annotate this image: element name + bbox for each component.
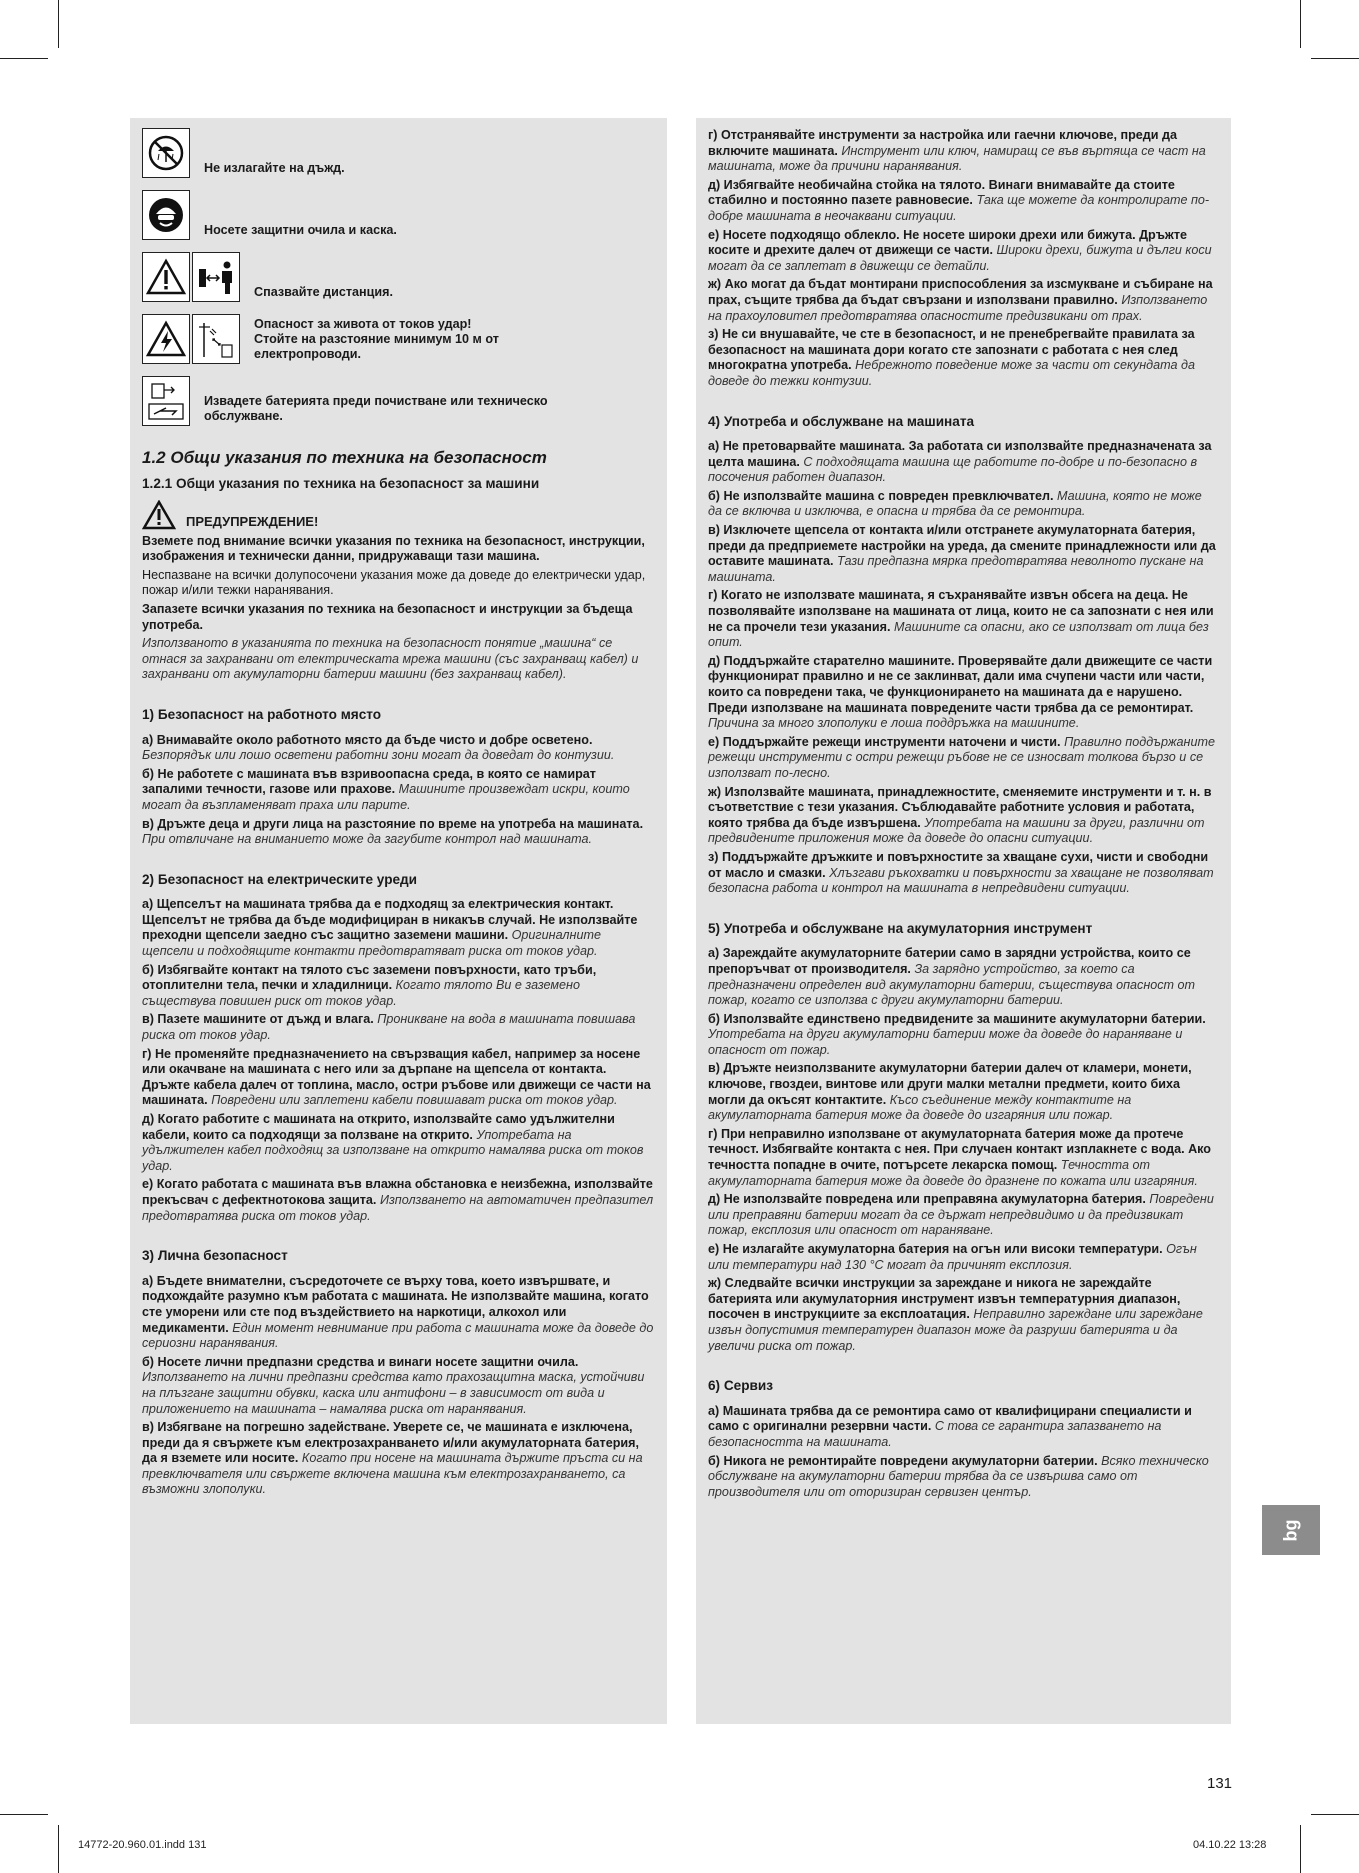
crop-mark <box>1311 1814 1359 1815</box>
instruction-bold: a) Щепселът на машината трябва да е подходящ за електрическия контакт. Щепселът не трябва да бъде модифициран в никакъв случай. Не използвайте преходни щепсели заедно със защитно заземени машини. <box>142 897 638 943</box>
instruction-item <box>142 817 655 848</box>
crop-mark <box>0 1814 48 1815</box>
instruction-note: Когато при носене на машината държите пръста си на превключвателя или свържете включена машина към електрозахранването, са възможни злополуки. <box>142 1451 643 1497</box>
section-heading: 3) Лична безопасност <box>142 1248 288 1264</box>
instruction-note: Огън или температури над 130 °C могат да причинят експлозия. <box>708 1242 1197 1272</box>
electric-shock-icon <box>192 314 240 364</box>
goggles-helmet-icon <box>142 190 190 240</box>
instruction-bold: б) Носете лични предпазни средства и винаги носете защитни очила. <box>142 1354 579 1369</box>
instruction-item <box>142 1274 655 1352</box>
instruction-item <box>708 850 1219 897</box>
instruction-bold: д) Поддържайте старателно машините. Проверявайте дали движещите се части функционират правилно и не се заклинват, дали има счупени части или части, които са повредени така, че функционирането на машината да е нарушено. Преди използване на машината повредените части трябва да се ремонтират. <box>708 653 1213 715</box>
instruction-bold: д) Не използвайте повредена или преправяна акумулаторна батерия. <box>708 1192 1146 1207</box>
instruction-bold: a) Бъдете внимателни, съсредоточете се върху това, което извършвате, и подхождайте разумно към работата с машината. Не използвайте машина, когато сте уморени или сте под въздействието на наркотици, алкохол или медикаменти. <box>142 1273 649 1335</box>
intro-paragraph: Неспазване на всички долупосочени указания може да доведе до електрически удар, пожар и/или тежки наранявания. <box>142 567 646 598</box>
icon-label <box>254 317 499 362</box>
instruction-item <box>708 277 1219 324</box>
instruction-bold: ж) Използвайте машината, принадлежностите, сменяемите инструменти и т. н. в съответствие с тези указания. Съблюдавайте работните условия и работата, която трябва да бъде извършена. <box>708 784 1212 830</box>
remove-battery-icon <box>142 376 190 426</box>
instruction-bold: д) Избягвайте необичайна стойка на тялото. Винаги внимавайте да стоите стабилно и постоянно пазете равновесие. <box>708 177 1175 208</box>
instruction-item <box>708 489 1219 520</box>
section-heading: 2) Безопасност на електрическите уреди <box>142 871 418 887</box>
no-rain-icon <box>142 128 190 178</box>
instruction-item <box>708 1061 1219 1123</box>
instruction-bold: a) Не претоварвайте машината. За работата си използвайте предназначената за целта машина. <box>708 439 1212 469</box>
instruction-bold: в) Изключете щепсела от контакта и/или отстранете акумулаторната батерия, преди да предприемете настройки на уреда, да смените принадлежности или да оставите машината. <box>708 523 1216 569</box>
instruction-item <box>142 1420 655 1498</box>
icon-row-no-rain <box>142 128 655 178</box>
section-heading: 5) Употреба и обслужване на акумулаторния инструмент <box>708 920 1093 936</box>
instruction-note: Повредени или преправяни батерии могат да се държат непредвидимо и да предизвикат пожар, експлозия или опасност от нараняване. <box>708 1192 1214 1238</box>
instruction-note: Повредени или заплетени кабели повишават риска от токов удар. <box>211 1093 618 1108</box>
right-top-items <box>708 128 1219 390</box>
instruction-bold: г) При неправилно използване от акумулаторната батерия може да протече течност. Избягвайте контакта с нея. При случаен контакт изплакнете с вода. Ако течността попадне в очите, потърсете лекарска помощ. <box>708 1126 1211 1173</box>
instruction-item <box>708 1454 1219 1501</box>
instruction-bold: г) Не променяйте предназначението на свързващия кабел, например за носене или окачване на машината с него или за дърпане на щепсела от контакта. Дръжте кабела далеч от топлина, масло, остри ръбове или движещи се части на машината. <box>142 1046 651 1108</box>
icon-row-distance <box>142 252 655 302</box>
instruction-item <box>708 128 1219 175</box>
instruction-note: Небрежното поведение може за части от секундата да доведе до тежки контузии. <box>708 358 1195 388</box>
section-heading: 4) Употреба и обслужване на машината <box>708 413 975 429</box>
instruction-note: Безпорядък или лошо осветени работни зони могат да доведат до контузии. <box>142 748 615 763</box>
instruction-note: Употребата на други акумулаторни батерии може да доведе до нараняване и опасност от пожар. <box>708 1027 1183 1057</box>
section-title: 1.2 Общи указания по техника на безопасност <box>142 448 547 467</box>
instruction-bold: е) Не излагайте акумулаторна батерия на огън или високи температури. <box>708 1242 1163 1256</box>
instruction-note: Употребата на машини за други, различни от предвидените приложения може да доведе до опасни ситуации. <box>708 815 1205 846</box>
instruction-bold: a) Внимавайте около работното място да бъде чисто и добре осветено. <box>142 732 593 747</box>
instruction-note: Неправилно зареждане или зареждане извън допустимия температурен диапазон може да разруши батерията и да увеличи риска от пожар. <box>708 1307 1203 1353</box>
icon-label-line: електропроводи. <box>254 347 362 361</box>
instruction-item <box>708 735 1219 782</box>
instruction-item <box>142 767 655 814</box>
instruction-item <box>708 1242 1219 1273</box>
instruction-bold: б) Никога не ремонтирайте повредени акумулаторни батерии. <box>708 1453 1098 1468</box>
left-column <box>130 118 667 1724</box>
icon-row-electric <box>142 314 655 364</box>
instruction-item <box>708 946 1219 1008</box>
instruction-note: Проникване на вода в машината повишава риска от токов удар. <box>142 1012 636 1043</box>
icon-label: Не излагайте на дъжд. <box>204 161 345 175</box>
instruction-bold: a) Машината трябва да се ремонтира само от квалифицирани специалисти и само с оригинални резервни части. <box>708 1403 1192 1434</box>
instruction-note: Тази предпазна мярка предотвратява неволното пускане на машината. <box>708 554 1204 584</box>
warning-triangle-icon <box>142 252 190 302</box>
instruction-note: Машините произвеждат искри, които могат да възпламеняват праха или парите. <box>142 782 630 812</box>
crop-mark <box>58 0 59 48</box>
instruction-item <box>708 654 1219 732</box>
instruction-note: Правилно поддържаните режещи инструменти с остри режещи ръбове не се износват толкова бързо и се използват по-лесно. <box>708 734 1215 780</box>
instruction-bold: з) Поддържайте дръжките и повърхностите за хващане сухи, чисти и свободни от масло и смазки. <box>708 849 1209 880</box>
instruction-bold: ж) Следвайте всички инструкции за зареждане и никога не зареждайте батерията или акумулаторния инструмент извън температурния диапазон, посочен в инструкциите за експлоатация. <box>708 1276 1181 1322</box>
instruction-item <box>142 1355 655 1417</box>
warning-header <box>142 500 655 530</box>
crop-mark <box>0 58 48 59</box>
instruction-item <box>708 439 1219 486</box>
page-number: 131 <box>1207 1775 1233 1792</box>
instruction-bold: з) Не си внушавайте, че сте в безопасност, и не пренебрегвайте правилата за безопасност на машината дори когато сте запознати с работата с нея след многократна употреба. <box>708 327 1195 373</box>
crop-mark <box>1300 1825 1301 1873</box>
language-tab-label: bg <box>1280 1519 1301 1541</box>
instruction-bold: в) Избягване на погрешно задействане. Уверете се, че машината е изключена, преди да я свържете към електрозахранването и/или акумулаторната батерия, да я вземете или носите. <box>142 1420 640 1466</box>
intro-paragraph-bold: Вземете под внимание всички указания по техника на безопасност, инструкции, изображения и технически данни, придружаващи тази машина. <box>142 533 645 564</box>
instruction-note: Течността от акумулаторната батерия може да доведе до дразнене по кожата или изгаряния. <box>708 1158 1198 1188</box>
instruction-item <box>708 228 1219 275</box>
icon-label <box>204 394 548 424</box>
left-sections <box>142 707 655 1498</box>
instruction-bold: г) Когато не използвате машината, я съхранявайте извън обсега на деца. Не позволявайте използване на машината от лица, които не са запознати с нея или не са прочели тези указания. <box>708 588 1214 634</box>
electric-warning-triangle-icon <box>142 314 190 364</box>
instruction-bold: б) Не използвайте машина с повреден превключвател. <box>708 488 1054 503</box>
instruction-note: Инструмент или ключ, намиращ се във въртяща се част на машината, може да причини наранявания. <box>708 143 1206 174</box>
instruction-item <box>708 523 1219 585</box>
instruction-item <box>142 1177 655 1224</box>
instruction-note: Оригиналните щепсели и подходящите контакти предотвратяват риска от токов удар. <box>142 928 601 959</box>
instruction-note: Машините са опасни, ако се използват от лица без опит. <box>708 619 1209 650</box>
instruction-note: Причина за много злополуки е лоша поддръжка на машините. <box>708 716 1080 731</box>
instruction-note: С подходящата машина ще работите по-добре и по-безопасно в посочения работен диапазон. <box>708 454 1198 485</box>
instruction-bold: в) Дръжте неизползваните акумулаторни батерии далеч от кламери, монети, ключове, гвоздеи, винтове или други малки метални предмети, които биха могли да окъсят контактите. <box>708 1061 1192 1107</box>
instruction-note: Така ще можете да контролирате по-добре машината в неочаквани ситуации. <box>708 193 1210 223</box>
instruction-note: Използването на автоматичен предпазител предотвратява риска от токов удар. <box>142 1192 654 1223</box>
warning-label: ПРЕДУПРЕЖДЕНИЕ! <box>186 514 319 529</box>
icon-row-battery <box>142 376 655 426</box>
instruction-item <box>708 588 1219 650</box>
instruction-note: Широки дрехи, бижута и дълги коси могат да се заплетат в движещи се детайли. <box>708 243 1212 273</box>
right-column <box>696 118 1231 1724</box>
icon-label-line: обслужване. <box>204 409 283 423</box>
instruction-note: Използването на прахоуловител предотвратява опасностите предизвикани от прах. <box>708 292 1208 323</box>
instruction-item <box>708 178 1219 225</box>
instruction-bold: в) Дръжте деца и други лица на разстояние по време на употреба на машината. <box>142 816 644 831</box>
icon-label-line: Извадете батерията преди почистване или техническо <box>204 394 548 408</box>
right-sections <box>708 414 1219 1501</box>
instruction-note: Когато тялото Ви е заземено съществува повишен риск от токов удар. <box>142 978 580 1008</box>
warning-triangle-icon <box>142 500 176 530</box>
section-heading: 1) Безопасност на работното място <box>142 706 382 722</box>
instruction-bold: г) Отстранявайте инструменти за настройка или гаечни ключове, преди да включите машината. <box>708 128 1178 158</box>
instruction-bold: б) Използвайте единствено предвидените за машините акумулаторни батерии. <box>708 1011 1206 1026</box>
intro-paragraph-bold: Запазете всички указания по техника на безопасност и инструкции за бъдеща употреба. <box>142 601 633 632</box>
icon-label-line: Опасност за живота от токов удар! <box>254 317 472 331</box>
instruction-item <box>708 1192 1219 1239</box>
subsection-title: 1.2.1 Общи указания по техника на безопасност за машини <box>142 476 540 491</box>
instruction-item <box>708 1276 1219 1354</box>
instruction-note: Един момент невнимание при работа с машината може да доведе до сериозни наранявания. <box>142 1320 654 1351</box>
instruction-note: При отвличане на вниманието може да загубите контрол над машината. <box>142 832 592 847</box>
language-tab <box>1262 1505 1320 1555</box>
instruction-bold: б) Избягвайте контакт на тялото със заземени повърхности, като тръби, отоплителни тела, печки и хладилници. <box>142 962 597 993</box>
instruction-item <box>142 1112 655 1174</box>
instruction-note: Хлъзгави ръкохватки и повърхности за хващане не позволяват безопасна работа и контрол на машината в непредвидени ситуации. <box>708 865 1214 896</box>
instruction-item <box>142 1012 655 1043</box>
instruction-bold: ж) Ако могат да бъдат монтирани приспособления за изсмукване и събиране на прах, същите трябва да бъдат свързани и използвани правилно. <box>708 277 1213 307</box>
icon-label: Спазвайте дистанция. <box>254 285 393 299</box>
icon-label-line: Стойте на разстояние минимум 10 м от <box>254 332 499 346</box>
instruction-note: За зарядно устройство, за което са предназначени определен вид акумулаторни батерии, съществува опасност от пожар, когато се използва с други акумулаторни батерии. <box>708 961 1196 1008</box>
instruction-bold: е) Когато работата с машината във влажна обстановка е неизбежна, използвайте прекъсвач с дефектнотокова защита. <box>142 1177 653 1207</box>
crop-mark <box>58 1825 59 1873</box>
instruction-note: Късо съединение между контактите на акумулаторната батерия може да доведе до изгаряния или пожар. <box>708 1092 1132 1123</box>
section-heading: 6) Сервиз <box>708 1378 774 1394</box>
icon-row-goggles <box>142 190 655 240</box>
instruction-item <box>708 327 1219 389</box>
instruction-item <box>708 785 1219 847</box>
crop-mark <box>1311 58 1359 59</box>
icon-label: Носете защитни очила и каска. <box>204 223 397 237</box>
instruction-note: С това се гарантира запазването на безопасността на машината. <box>708 1419 1162 1449</box>
instruction-item <box>708 1012 1219 1059</box>
instruction-item <box>142 1047 655 1109</box>
instruction-bold: е) Носете подходящо облекло. Не носете широки дрехи или бижута. Дръжте косите и дрехите далеч от движещи се части. <box>708 227 1188 258</box>
footer-date-time: 04.10.22 13:28 <box>1193 1839 1267 1851</box>
instruction-item <box>142 963 655 1010</box>
instruction-item <box>142 897 655 959</box>
instruction-item <box>142 733 655 764</box>
instruction-note: Машина, която не може да се включва и изключва, е опасна и трябва да се ремонтира. <box>708 488 1202 519</box>
footer-file-name: 14772-20.960.01.indd 131 <box>78 1839 207 1851</box>
instruction-note: Всяко техническо обслужване на акумулаторни батерии трябва да се извършва само от производителя или от оторизиран сервизен център. <box>708 1453 1209 1499</box>
instruction-bold: a) Зареждайте акумулаторните батерии само в зарядни устройства, които се препоръчват от производителя. <box>708 946 1191 976</box>
keep-distance-icon <box>192 252 240 302</box>
instruction-note: Употребата на удължителен кабел подходящ за използване на открито намалява риска от токов удар. <box>142 1127 644 1173</box>
instruction-note: Използването на лични предпазни средства като прахозащитна маска, устойчиви на плъзгане защитни обувки, каска или антифони – в зависимост от вида и приложението на машината – намалява риска от наранявания. <box>142 1370 645 1416</box>
instruction-item <box>708 1127 1219 1189</box>
crop-mark <box>1300 0 1301 48</box>
instruction-bold: в) Пазете машините от дъжд и влага. <box>142 1012 374 1027</box>
intro-paragraph-italic: Използваното в указанията по техника на безопасност понятие „машина“ се отнася за захранвани от електрическата мрежа машини (със захранващ кабел) и захранвани от акумулаторни батерии машини (без захранващ кабел). <box>142 636 639 682</box>
instruction-item <box>708 1404 1219 1451</box>
instruction-bold: д) Когато работите с машината на открито, използвайте само удължителни кабели, които са подходящи за ползване на открито. <box>142 1112 615 1142</box>
instruction-bold: б) Не работете с машината във взривоопасна среда, в която се намират запалими течности, газове или прахове. <box>142 766 596 797</box>
instruction-bold: е) Поддържайте режещи инструменти наточени и чисти. <box>708 734 1061 749</box>
